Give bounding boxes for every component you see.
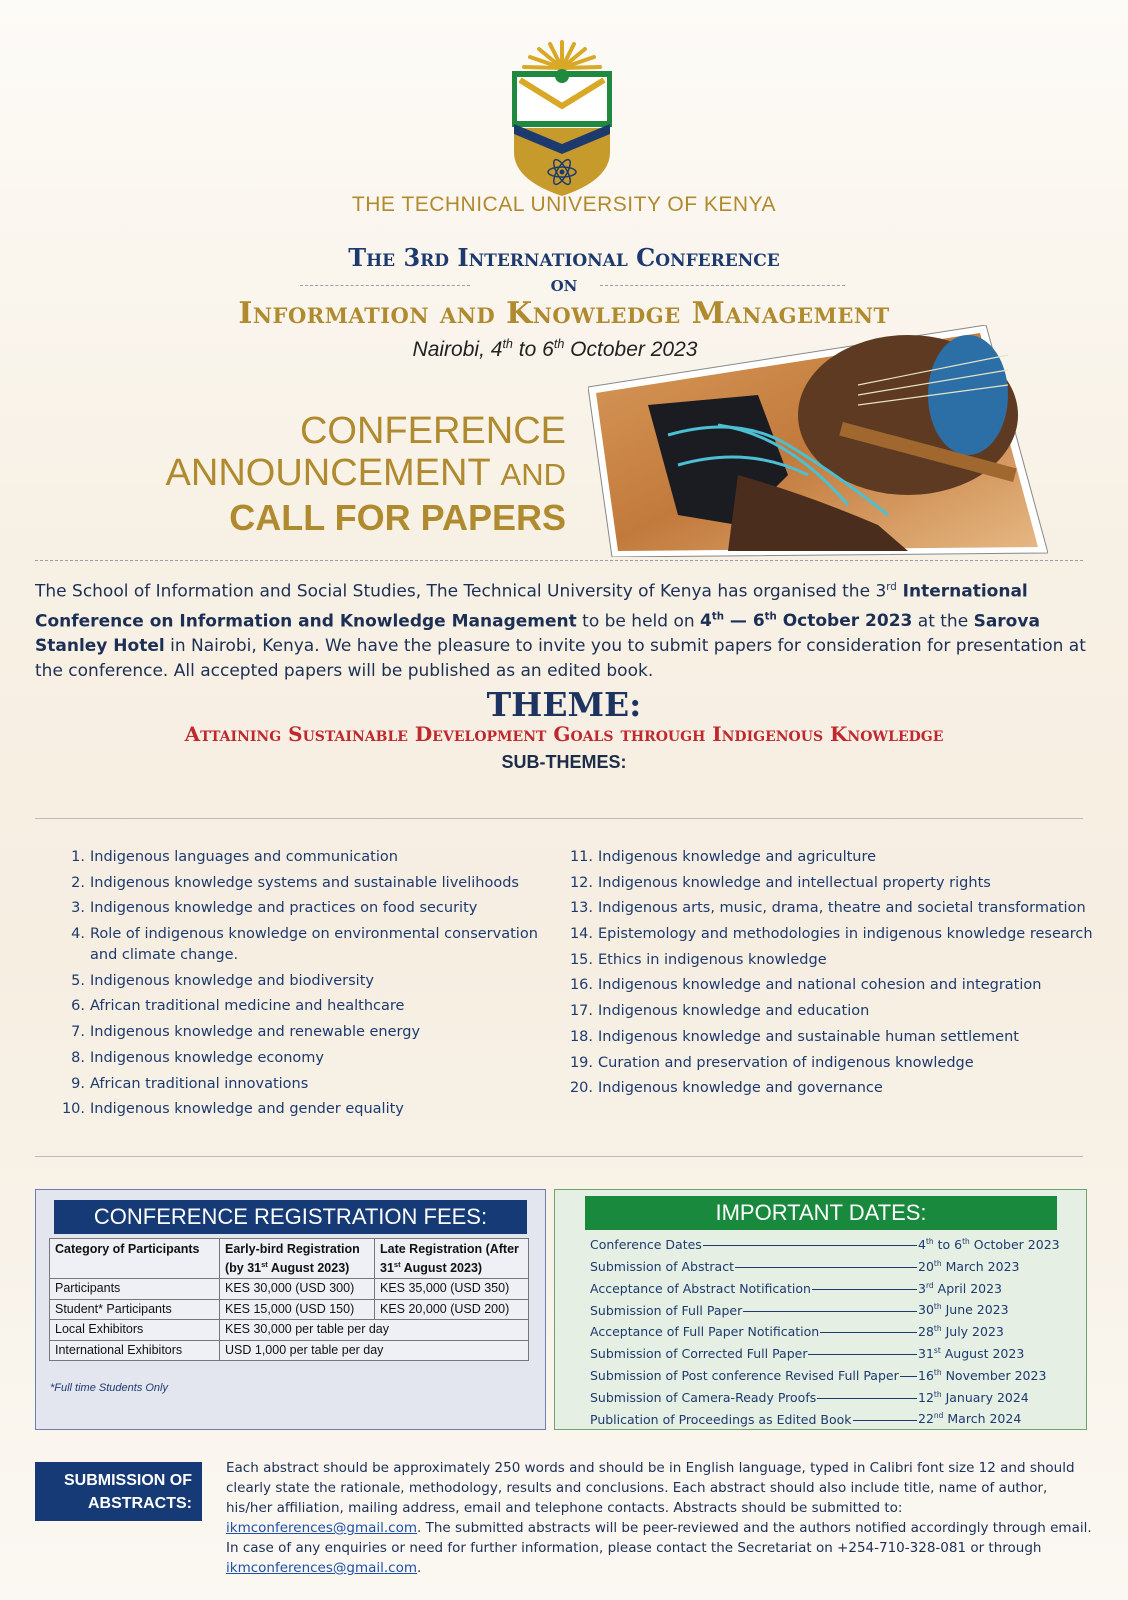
list-item [565,924,1095,945]
date-row [590,1324,1060,1346]
list-item-number: 8. [71,1049,85,1066]
table-cell: USD 1,000 per table per day [220,1340,529,1361]
list-item [565,950,1095,971]
list-item [57,873,557,894]
conference-on-label: on [550,271,578,297]
date-row [590,1346,1060,1368]
submission-label: SUBMISSION OF ABSTRACTS: [35,1462,202,1521]
list-item-text: Indigenous knowledge and education [598,1003,870,1020]
date-value: 16th November 2023 [918,1367,1047,1383]
list-item-text: Indigenous knowledge systems and sustainable livelihoods [90,874,519,891]
table-cell: KES 35,000 (USD 350) [375,1279,529,1300]
date-row [590,1237,1060,1259]
list-item-number: 19. [569,1054,593,1071]
date-label: Submission of Corrected Full Paper [590,1346,808,1362]
list-item-number: 7. [71,1024,85,1041]
list-item [57,1022,557,1043]
list-item-text: Ethics in indigenous knowledge [598,951,827,968]
date-value: 4th to 6th October 2023 [918,1237,1060,1253]
list-item-number: 3. [71,900,85,917]
leader-line [703,1245,917,1246]
date-value: 12th January 2024 [918,1389,1029,1405]
list-item [565,1027,1095,1048]
list-item-number: 1. [71,849,85,865]
list-item-text: Indigenous knowledge and biodiversity [90,972,374,989]
list-item-text: Indigenous knowledge economy [90,1049,324,1066]
table-header: Late Registration (After 31st August 2023) [375,1239,529,1279]
conference-edition-title: The 3rd International Conference [348,243,780,272]
section-divider [35,818,1083,819]
date-label: Conference Dates [590,1237,702,1253]
call-for-papers-heading: CONFERENCE ANNOUNCEMENT AND CALL FOR PAPERS [165,410,566,538]
table-header-row [50,1239,529,1279]
list-item-number: 10. [61,1101,85,1118]
list-item-number: 15. [569,951,593,968]
list-item-number: 13. [569,900,593,917]
date-label: Submission of Abstract [590,1258,734,1274]
table-cell: KES 15,000 (USD 150) [220,1299,375,1320]
table-row [50,1299,529,1320]
table-cell: KES 20,000 (USD 200) [375,1299,529,1320]
list-item-number: 16. [569,977,593,994]
list-item [565,1001,1095,1022]
list-item [565,847,1095,868]
registration-fees-heading: CONFERENCE REGISTRATION FEES: [54,1200,527,1234]
subthemes-list-left [57,847,557,1125]
list-item-text: Curation and preservation of indigenous knowledge [598,1054,974,1071]
theme-heading: THEME: [486,685,642,724]
subthemes-list-right [565,847,1095,1104]
date-row [590,1368,1060,1390]
date-label: Submission of Camera-Ready Proofs [590,1389,817,1405]
list-item [565,1078,1095,1099]
list-item [57,898,557,919]
list-item [57,1074,557,1095]
submission-instructions: Each abstract should be approximately 250 words and should be in English language, typed in Calibri font size 12 and should clearly state the rationale, methodology, results and conclusions. Each abstract should also include title, name of author, his/her affiliation, mailing address, email and telephone contacts. Abstracts should be submitted to: ikmconferences@gmail.com. The submitted abstracts will be peer-reviewed and the authors notified accordingly through email. In case of any enquiries or need for further information, please contact the Secretariat on +254-710-328-081 or through ikmconferences@gmail.com. [226,1460,1092,1576]
date-row [590,1302,1060,1324]
section-divider [35,560,1083,561]
date-value: 30th June 2023 [918,1302,1009,1318]
table-header: Category of Participants [50,1239,220,1279]
list-item-text: Indigenous languages and communication [90,849,398,865]
list-item-text: Indigenous knowledge and gender equality [90,1101,404,1118]
list-item [57,1048,557,1069]
leader-line [812,1289,917,1290]
table-cell: Student* Participants [50,1299,220,1320]
date-label: Submission of Full Paper [590,1302,743,1318]
email-link[interactable]: ikmconferences@gmail.com [226,1520,418,1536]
important-dates-heading: IMPORTANT DATES: [585,1196,1057,1230]
list-item [565,898,1095,919]
conference-main-title: Information and Knowledge Management [238,296,890,331]
list-item-text: Indigenous knowledge and intellectual property rights [598,874,991,891]
list-item [57,1099,557,1120]
list-item [565,873,1095,894]
list-item-text: Indigenous knowledge and agriculture [598,849,877,865]
list-item-number: 17. [569,1003,593,1020]
registration-fees-table [49,1238,529,1361]
list-item-number: 9. [71,1075,85,1092]
table-row [50,1340,529,1361]
list-item-text: African traditional innovations [90,1075,309,1092]
date-row [590,1281,1060,1303]
conference-location-dates: Nairobi, 4th to 6th October 2023 [412,337,698,361]
date-value: 31st August 2023 [918,1345,1025,1362]
important-dates-list [590,1237,1060,1433]
table-cell: KES 30,000 (USD 300) [220,1279,375,1300]
list-item [57,996,557,1017]
list-item-number: 6. [71,998,85,1015]
leader-line [743,1311,917,1312]
list-item [57,924,557,966]
fees-footnote: *Full time Students Only [50,1382,168,1394]
date-row [590,1259,1060,1281]
leader-line [853,1420,918,1421]
university-crest-icon [512,40,612,198]
date-label: Submission of Post conference Revised Full Paper [590,1367,899,1383]
subthemes-heading: SUB-THEMES: [501,752,627,772]
intro-paragraph: The School of Information and Social Studies, The Technical University of Kenya has organised the 3rd International Conference on Information and Knowledge Management to be held on 4th — 6th October 2023 at the Sarova Stanley Hotel in Nairobi, Kenya. We have the pleasure to invite you to submit papers for consideration for presentation at the conference. All accepted papers will be published as an edited book. [35,581,1086,682]
list-item-number: 2. [71,874,85,891]
date-value: 28th July 2023 [918,1324,1004,1340]
list-item-text: Indigenous knowledge and national cohesion and integration [598,977,1042,994]
list-item-number: 4. [71,926,85,943]
date-value: 20th March 2023 [918,1258,1020,1274]
list-item [565,975,1095,996]
list-item-number: 14. [569,926,593,943]
table-cell: Participants [50,1279,220,1300]
date-label: Acceptance of Abstract Notification [590,1280,811,1296]
list-item-number: 5. [71,972,85,989]
table-row [50,1320,529,1341]
list-item-text: Indigenous knowledge and renewable energy [90,1024,421,1041]
date-row [590,1390,1060,1412]
table-header: Early-bird Registration (by 31st August 2023) [220,1239,375,1279]
leader-line [808,1354,917,1355]
leader-line [817,1398,917,1399]
university-name: THE TECHNICAL UNIVERSITY OF KENYA [351,193,777,216]
list-item-number: 18. [569,1028,593,1045]
indigenous-crafting-photo [588,325,1048,557]
email-link[interactable]: ikmconferences@gmail.com [226,1560,418,1576]
table-cell: Local Exhibitors [50,1320,220,1341]
list-item-text: Indigenous knowledge and practices on food security [90,900,478,917]
section-divider [35,1156,1083,1157]
date-value: 22nd March 2024 [918,1411,1022,1427]
theme-subtitle: Attaining Sustainable Development Goals through Indigenous Knowledge [184,722,944,746]
list-item-number: 20. [569,1080,593,1097]
leader-line [820,1332,917,1333]
date-row [590,1411,1060,1433]
list-item [57,971,557,992]
list-item [57,847,557,868]
table-cell: International Exhibitors [50,1340,220,1361]
list-item-number: 12. [569,874,593,891]
leader-line [900,1376,917,1377]
date-value: 3rd April 2023 [918,1280,1003,1296]
list-item [565,1053,1095,1074]
date-label: Acceptance of Full Paper Notification [590,1324,820,1340]
table-cell: KES 30,000 per table per day [220,1320,529,1341]
table-row [50,1279,529,1300]
list-item-text: Role of indigenous knowledge on environmental conservation and climate change. [90,926,538,964]
list-item-text: Epistemology and methodologies in indigenous knowledge research [598,926,1093,943]
list-item-text: Indigenous arts, music, drama, theatre and societal transformation [598,900,1086,917]
list-item-text: Indigenous knowledge and governance [598,1080,883,1097]
divider-right [600,285,845,286]
registration-fees-panel [35,1189,546,1430]
list-item-number: 11. [569,849,593,865]
leader-line [735,1267,917,1268]
important-dates-panel [554,1189,1087,1430]
list-item-text: Indigenous knowledge and sustainable human settlement [598,1028,1019,1045]
date-label: Publication of Proceedings as Edited Book [590,1411,852,1427]
list-item-text: African traditional medicine and healthcare [90,998,405,1015]
